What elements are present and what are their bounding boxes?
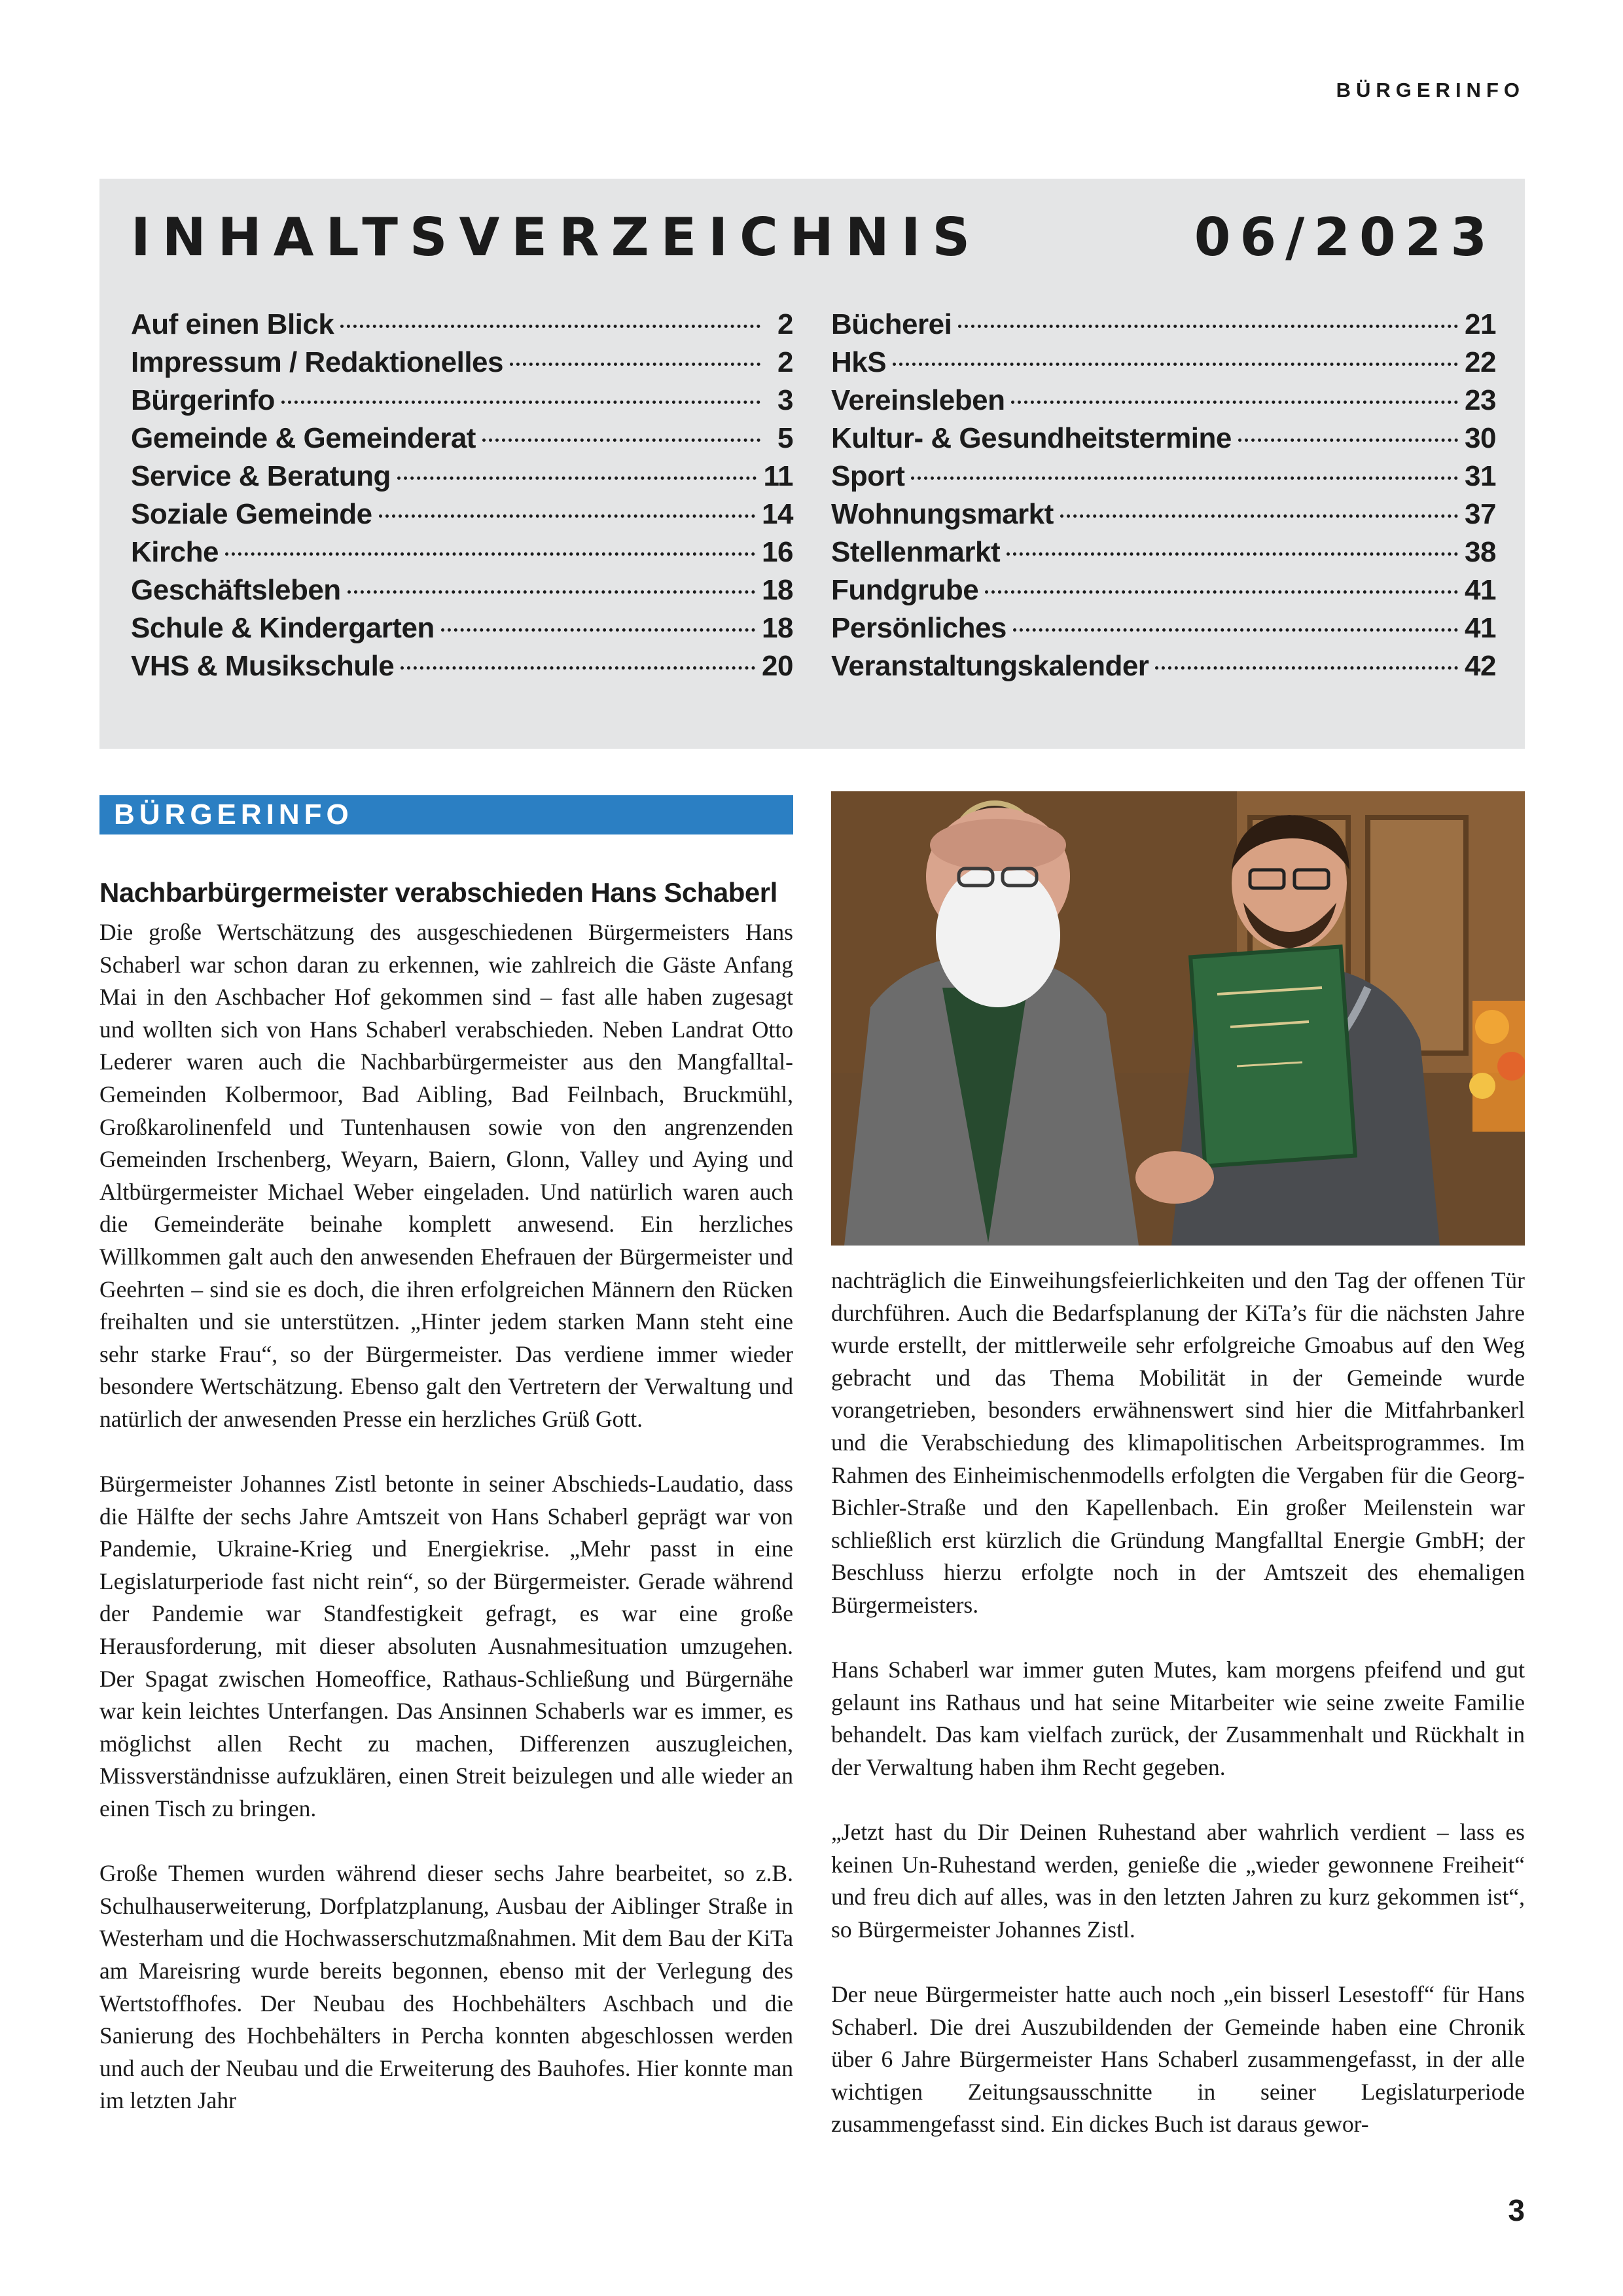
toc-entry-page: 2 (777, 346, 793, 378)
article-paragraph: „Jetzt hast du Dir Deinen Ruhestand aber wahrlich verdient – lass es keinen Un-Ruhestand werden, genieße die „wieder gewonnene Freiheit“ und freu dich auf alles, was in den letzten Jahren zu kurz gekommen ist“, so Bürgermeister Johannes Zistl. (831, 1819, 1525, 1943)
toc-entry-label: Service & Beratung (131, 460, 391, 492)
toc-leader (985, 590, 1458, 594)
toc-entry (131, 308, 793, 346)
toc-entry-page: 37 (1465, 498, 1496, 530)
toc-entry-page: 5 (777, 422, 793, 454)
toc-leader (441, 628, 755, 632)
article-paragraph: Hans Schaberl war immer guten Mutes, kam morgens pfeifend und gut gelaunt ins Rathaus und hat seine Mitarbeiter wie seine zweite Familie behandelt. Das kam vielfach zurück, der Zusammenhalt und Rückhalt in der Verwaltung haben ihm Recht gegeben. (831, 1657, 1525, 1780)
article-photo (831, 791, 1525, 1246)
article-column-right (831, 1265, 1525, 2174)
toc-entry-label: Stellenmarkt (831, 536, 1001, 568)
toc-entry-label: Wohnungsmarkt (831, 498, 1054, 530)
toc-leader (281, 401, 760, 404)
toc-entry-page: 16 (762, 536, 793, 568)
toc-issue: 06/2023 (1194, 207, 1496, 268)
toc-leader (510, 363, 760, 366)
toc-title: INHALTSVERZEICHNIS (131, 207, 982, 268)
toc-leader (1155, 666, 1458, 670)
toc-entry-page: 2 (777, 308, 793, 340)
toc-entry-page: 22 (1465, 346, 1496, 378)
toc-entry (831, 460, 1496, 498)
toc-entry-label: Geschäftsleben (131, 574, 341, 606)
toc-leader (911, 476, 1458, 480)
toc-leader (958, 325, 1458, 328)
toc-entry-page: 18 (762, 574, 793, 606)
toc-leader (1238, 439, 1458, 442)
running-header: BÜRGERINFO (1336, 79, 1525, 101)
toc-entry-label: Veranstaltungskalender (831, 650, 1149, 682)
toc-right-column (831, 308, 1496, 688)
toc-entry (131, 460, 793, 498)
toc-entry-label: Auf einen Blick (131, 308, 334, 340)
toc-entry (131, 346, 793, 384)
toc-leader (397, 476, 757, 480)
toc-entry-page: 31 (1465, 460, 1496, 492)
toc-leader (348, 590, 755, 594)
toc-leader (340, 325, 760, 328)
toc-entry-label: HkS (831, 346, 887, 378)
article-paragraph: Die große Wertschätzung des ausgeschiedenen Bürgermeisters Hans Schaberl war schon daran zu erkennen, wie zahlreich die Gäste Anfang Mai in den Aschbacher Hof gekommen sind – fast alle haben zugesagt und wollten sich von Hans Schaberl verabschieden. Neben Landrat Otto Lederer waren auch die Nachbarbürgermeister aus den Mangfalltal-Gemeinden Kolbermoor, Bad Aibling, Bad Feilnbach, Bruckmühl, Großkarolinenfeld und Tuntenhausen sowie von den angrenzenden Gemeinden Irschenberg, Weyarn, Baiern, Glonn, Valley und Aying und Altbürgermeister Michael Weber eingeladen. Und natürlich waren auch die Gemeinderäte beinahe komplett anwesend. Ein herzliches Willkommen galt auch den anwesenden Ehefrauen der Bürgermeister und Geehrten – sind sie es doch, die ihren erfolgreichen Männern den Rücken freihalten und sie unterstützen. „Hinter jedem starken Mann steht eine sehr starke Frau“, so der Bürgermeister. Das verdiene immer wieder besondere Wertschätzung. Ebenso galt den Vertretern der Verwaltung und natürlich der anwesenden Presse ein herzliches Grüß Gott. (99, 919, 793, 1432)
toc-entry-label: Gemeinde & Gemeinderat (131, 422, 476, 454)
toc-left-column (131, 308, 793, 688)
article-paragraph: nachträglich die Einweihungsfeierlichkeiten und den Tag der offenen Tür durchführen. Auch die Bedarfsplanung der KiTa’s für die nächsten Jahre wurde erstellt, der mittlerweile sehr erfolgreiche Gmoabus auf den Weg gebracht und das Thema Mobilität in der Gemeinde wurde vorangetrieben, besonders erwähnenswert sind hier die Mitfahrbankerl und die Verabschiedung des klimapolitischen Arbeitsprogrammes. Im Rahmen des Einheimischenmodells erfolgten die Vergaben für die Georg-Bichler-Straße und den Kapellenbach. Ein großer Meilenstein war schließlich erst kürzlich die Gründung Mangfalltal Energie GmbH; der Beschluss hierzu erfolgte noch in der Amtszeit des ehemaligen Bürgermeisters. (831, 1267, 1525, 1618)
toc-entry (831, 536, 1496, 574)
toc-entry (131, 612, 793, 650)
toc-entry-label: Impressum / Redaktionelles (131, 346, 503, 378)
toc-entry-label: Kirche (131, 536, 219, 568)
toc-entry-label: Persönliches (831, 612, 1007, 644)
toc-leader (1011, 401, 1458, 404)
toc-entry (831, 384, 1496, 422)
toc-entry-label: Bürgerinfo (131, 384, 275, 416)
toc-entry-page: 21 (1465, 308, 1496, 340)
toc-entry-page: 14 (762, 498, 793, 530)
toc-entry-page: 30 (1465, 422, 1496, 454)
toc-entry-label: Bücherei (831, 308, 952, 340)
toc-entry (131, 498, 793, 536)
article-paragraph: Große Themen wurden während dieser sechs Jahre bearbeitet, so z.B. Schulhauserweiterung, Dorfplatzplanung, Ausbau der Aiblinger Straße in Westerham und die Hochwasserschutzmaßnahmen. Mit dem Bau der KiTa am Mareisring wurde bereits begonnen, ebenso mit der Verlegung des Wertstoffhofes. Der Neubau des Hochbehälters Aschbach und die Sanierung des Hochbehälters in Percha konnten abgeschlossen werden und auch der Neubau und die Erweiterung des Bauhofes. Hier konnte man im letzten Jahr (99, 1860, 793, 2114)
toc-leader (225, 552, 755, 556)
toc-entry-page: 3 (777, 384, 793, 416)
toc-entry (831, 574, 1496, 612)
toc-entry-page: 20 (762, 650, 793, 682)
toc-entry-label: Soziale Gemeinde (131, 498, 372, 530)
toc-entry-page: 41 (1465, 574, 1496, 606)
toc-entry (831, 308, 1496, 346)
article-paragraph: Bürgermeister Johannes Zistl betonte in seiner Abschieds-Laudatio, dass die Hälfte der sechs Jahre Amtszeit von Hans Schaberl geprägt war von Pandemie, Ukraine-Krieg und Energiekrise. „Mehr passt in eine Legislaturperiode fast nicht rein“, so der Bürgermeister. Gerade während der Pandemie war Standfestigkeit gefragt, es war eine große Herausforderung, mit dieser absoluten Ausnahmesituation umzugehen. Der Spagat zwischen Homeoffice, Rathaus-Schließung und Bürgernähe war kein leichtes Unterfangen. Das Ansinnen Schaberls war es immer, es möglichst allen Recht zu machen, Differenzen auszugleichen, Missverständnisse aufzuklären, einen Streit beizulegen und alle wieder an einen Tisch zu bringen. (99, 1471, 793, 1822)
article-headline: Nachbarbürgermeister verabschieden Hans Schaberl (99, 877, 777, 908)
toc-entry (831, 498, 1496, 536)
toc-leader (1060, 514, 1458, 518)
toc-entry-page: 38 (1465, 536, 1496, 568)
toc-entry-label: Vereinsleben (831, 384, 1005, 416)
page-number: 3 (1508, 2193, 1525, 2227)
article-column-left (99, 916, 793, 2150)
toc-entry (831, 422, 1496, 460)
toc-entry-label: Sport (831, 460, 905, 492)
toc-entry-page: 42 (1465, 650, 1496, 682)
toc-entry-page: 41 (1465, 612, 1496, 644)
toc-leader (482, 439, 760, 442)
toc-entry (831, 346, 1496, 384)
toc-entry-label: Kultur- & Gesundheitstermine (831, 422, 1232, 454)
toc-entry-page: 23 (1465, 384, 1496, 416)
toc-entry (131, 422, 793, 460)
toc-entry (131, 536, 793, 574)
toc-leader (1013, 628, 1458, 632)
toc-leader (1007, 552, 1458, 556)
toc-leader (893, 363, 1458, 366)
article-paragraph: Der neue Bürgermeister hatte auch noch „ein bisserl Lesestoff“ für Hans Schaberl. Die drei Auszubildenden der Gemeinde haben eine Chronik über 6 Jahre Bürgermeister Hans Schaberl zusammengefasst, in der alle wichtigen Zeitungsausschnitte in seiner Legislaturperiode zusammengefasst sind. Ein dickes Buch ist daraus gewor- (831, 1981, 1525, 2138)
toc-entry-page: 11 (763, 460, 793, 492)
section-band: BÜRGERINFO (99, 795, 793, 834)
toc-entry-page: 18 (762, 612, 793, 644)
toc-leader (379, 514, 755, 518)
toc-entry (831, 612, 1496, 650)
toc-entry (131, 574, 793, 612)
toc-entry-label: Fundgrube (831, 574, 979, 606)
toc-entry-label: VHS & Musikschule (131, 650, 395, 682)
toc-entry (131, 384, 793, 422)
toc-entry (131, 650, 793, 688)
table-of-contents (99, 179, 1525, 749)
toc-entry-label: Schule & Kindergarten (131, 612, 435, 644)
toc-leader (401, 666, 755, 670)
toc-entry (831, 650, 1496, 688)
